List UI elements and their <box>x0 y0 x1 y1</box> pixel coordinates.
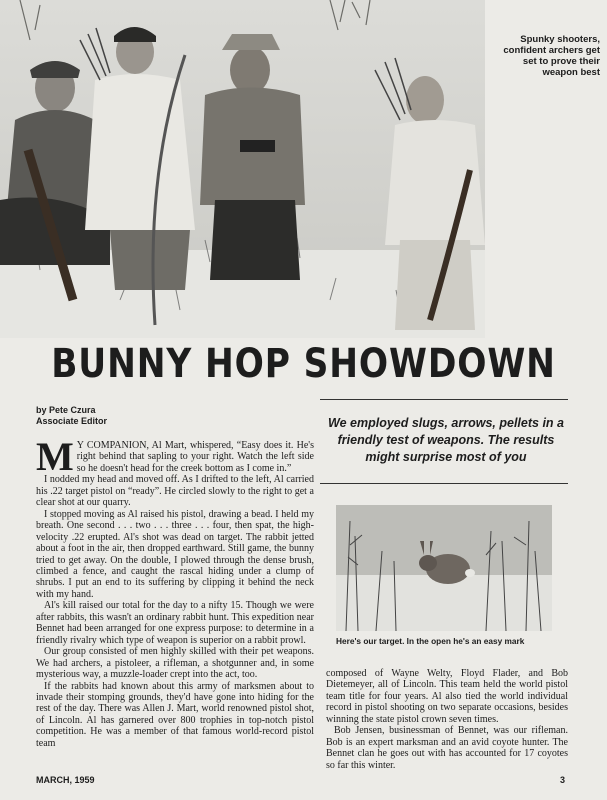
pullquote-top-rule <box>320 399 568 400</box>
page-number: 3 <box>560 775 566 785</box>
article-column-2 <box>326 668 568 771</box>
byline-author: by Pete Czura <box>36 405 96 415</box>
issue-date: MARCH, 1959 <box>36 775 95 785</box>
article-paragraph: composed of Wayne Welty, Floyd Flader, and Bob Dietemeyer, all of Lincoln. This team held the world pistol team title for four years. Al also tied the world individual record in pistol shooting on two separate occasions, besides winning the state pistol crown seven times. <box>326 668 568 725</box>
article-paragraph: Al's kill raised our total for the day to a nifty 15. Though we were after rabbits, this wasn't an ordinary rabbit hunt. This expedition near Bennet had been arranged for one express purpose: to determine in a friendly rivalry which type of weapon is superior on a rabbit prowl. <box>36 600 314 646</box>
article-paragraph: If the rabbits had known about this army of marksmen about to invade their stomping grounds, they'd have gone into hiding for the rest of the day. There was Allen J. Mart, world renowned pistol shot, of Lincoln. Al has garnered over 800 trophies in top-notch pistol competition. He was a member of that famous world-record pistol team <box>36 680 314 749</box>
pullquote: We employed slugs, arrows, pellets in a friendly test of weapons. The results might surprise most of you <box>328 416 564 464</box>
article-paragraph: I nodded my head and moved off. As I drifted to the left, Al carried his .22 target pistol on “ready”. He circled slowly to the right to get a clear shot at our quarry. <box>36 474 314 509</box>
article-paragraph: Bob Jensen, businessman of Bennet, was our rifleman. Bob is an expert marksman and an avid coyote hunter. The Bennet clan he goes out with has accounted for 17 coyotes so far this winter. <box>326 725 568 771</box>
byline-title: Associate Editor <box>36 416 108 426</box>
photo-caption: Spunky shooters, confident archers get set to prove their weapon best <box>503 34 600 78</box>
article-paragraph: I stopped moving as Al raised his pistol, drawing a bead. I held my breath. One second . . . two . . . three . . . four, then spat, the high-velocity .22 erupted. Al's shot was dead on target. The rabbit jetted about a foot in the air, then dropped earthward. Still game, the bunny tried to get away. On the double, I plowed through the dense brush, climbed a fence, and caught the rascal hiding under a clump of shrubs. I put an end to its suffering by clipping it behind the neck with my hand. <box>36 508 314 600</box>
article-paragraph: M Y COMPANION, Al Mart, whispered, “Easy does it. He's right behind that sapling to your right. Watch the left side so he doesn't head for the creek bottom as I come in.” <box>36 434 314 479</box>
article-paragraph: Our group consisted of men highly skilled with their pet weapons. We had archers, a pistoleer, a rifleman, a shotgunner and, in some mysterious way, a muzzle-loader crept into the act, too. <box>36 646 314 681</box>
pullquote-bottom-rule <box>320 483 568 484</box>
rabbit-photo-caption: Here's our target. In the open he's an easy mark <box>336 636 525 646</box>
byline <box>36 405 107 427</box>
hunters-photo <box>0 0 485 338</box>
headline: BUNNY HOP SHOWDOWN <box>51 341 556 387</box>
dropcap: M <box>36 434 74 479</box>
rabbit-photo <box>336 505 552 631</box>
article-column-1 <box>36 434 314 749</box>
